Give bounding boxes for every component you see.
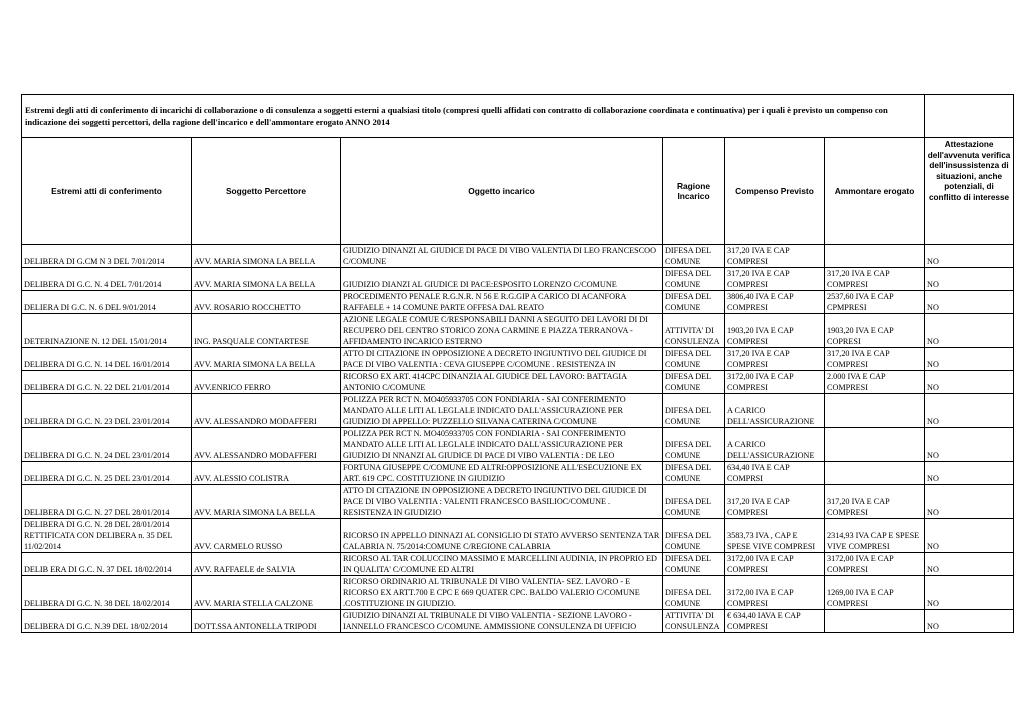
cell-attestazione: NO <box>925 519 1014 553</box>
cell-oggetto: RICORSO AL TAR COLUCCINO MASSIMO E MARCELLINI AUDINIA, IN PROPRIO ED IN QUALITA' C/COMUNE ED ALTRI <box>341 553 663 576</box>
cell-oggetto: PROCEDIMENTO PENALE R.G.N.R. N 56 E R.G.GIP A CARICO DI ACANFORA RAFFAELE + 14 COMUNE PARTE OFFESA DAL REATO <box>341 291 663 314</box>
cell-soggetto: AVV. ALESSANDRO MODAFFERI <box>192 394 341 428</box>
cell-compenso: 317,20 IVA E CAP COMPRESI <box>725 245 825 268</box>
table-row <box>22 268 1014 291</box>
header-compenso: Compenso Previsto <box>725 138 825 245</box>
cell-estremi: DELIBERA DI G.C. N.39 DEL 18/02/2014 <box>22 610 192 633</box>
cell-soggetto: AVV. CARMELO RUSSO <box>192 519 341 553</box>
cell-attestazione: NO <box>925 371 1014 394</box>
cell-ragione: DIFESA DEL COMUNE <box>663 348 725 371</box>
cell-oggetto: RICORSO ORDINARIO AL TRIBUNALE DI VIBO VALENTIA- SEZ. LAVORO - E RICORSO EX ARTT.700 E CPC E 669 QUATER CPC. BALDO VALERIO C/COMUNE .COSTITUZIONE IN GIUDIZIO. <box>341 576 663 610</box>
cell-ammontare: 1269,00 IVA E CAP COMPRESI <box>825 576 925 610</box>
cell-oggetto: GIUDIZIO DIANZI AL GIUDICE DI PACE:ESPOSITO LORENZO C/COMUNE <box>341 268 663 291</box>
cell-attestazione: NO <box>925 462 1014 485</box>
cell-compenso: € 634,40 IAVA E CAP COMPRESI <box>725 610 825 633</box>
cell-compenso: 317,20 IVA E CAP COMPRESI <box>725 485 825 519</box>
table-row <box>22 291 1014 314</box>
cell-compenso: 3172,00 IVA E CAP COMPRESI <box>725 553 825 576</box>
title-row <box>22 95 1014 138</box>
cell-oggetto: AZIONE LEGALE COMUE C/RESPONSABILI DANNI A SEGUITO DEI LAVORI DI DI RECUPERO DEL CENTRO STORICO ZONA CARMINE E PIAZZA TERRANOVA - AFFIDAMENTO INCARICO ESTERNO <box>341 314 663 348</box>
cell-soggetto: AVV. RAFFAELE de SALVIA <box>192 553 341 576</box>
table-row <box>22 428 1014 462</box>
cell-attestazione: NO <box>925 485 1014 519</box>
cell-oggetto: ATTO DI CITAZIONE IN OPPOSIZIONE A DECRETO INGIUNTIVO DEL GIUDICE DI PACE DI VIBO VALENTIA : VALENTI FRANCESCO BASILIOC/COMUNE . RESISTENZA IN GIUDIZIO <box>341 485 663 519</box>
header-ragione: Ragione Incarico <box>663 138 725 245</box>
cell-attestazione: NO <box>925 553 1014 576</box>
cell-compenso: 317,20 IVA E CAP COMPRESI <box>725 268 825 291</box>
header-row <box>22 138 1014 245</box>
cell-ragione: ATTIVITA' DI CONSULENZA <box>663 314 725 348</box>
cell-estremi: DETERINAZIONE N. 12 DEL 15/01/2014 <box>22 314 192 348</box>
cell-oggetto: RICORSO IN APPELLO DINNAZI AL CONSIGLIO DI STATO AVVERSO SENTENZA TAR CALABRIA N. 75/2014:COMUNE C/REGIONE CALABRIA <box>341 519 663 553</box>
cell-estremi: DELIBERA DI G.CM N 3 DEL 7/01/2014 <box>22 245 192 268</box>
cell-ragione: DIFESA DEL COMUNE <box>663 462 725 485</box>
cell-ammontare <box>825 462 925 485</box>
cell-oggetto: POLIZZA PER RCT N. MO405933705 CON FONDIARIA - SAI CONFERIMENTO MANDATO ALLE LITI AL LEGLALE INDICATO DALL'ASSICURAZIONE PER GIUDIZIO DI APPELLO: PUZZELLO SILVANA CATERINA C/COMUNE <box>341 394 663 428</box>
table-row <box>22 348 1014 371</box>
cell-ammontare <box>825 245 925 268</box>
table-row <box>22 610 1014 633</box>
cell-oggetto: ATTO DI CITAZIONE IN OPPOSIZIONE A DECRETO INGIUNTIVO DEL GIUDICE DI PACE DI VIBO VALENTIA : CEVA GIUSEPPE C/COMUNE . RESISTENZA IN <box>341 348 663 371</box>
cell-attestazione: NO <box>925 268 1014 291</box>
cell-estremi: DELIB ERA DI G.C. N. 37 DEL 18/02/2014 <box>22 553 192 576</box>
header-attestazione: Attestazione dell'avvenuta verifica dell'insussistenza di situazioni, anche potenziali, di conflitto di interesse <box>925 138 1014 245</box>
cell-compenso: 1903,20 IVA E CAP COMPRESI <box>725 314 825 348</box>
cell-ragione: DIFESA DEL COMUNE <box>663 519 725 553</box>
cell-ammontare: 2537,60 IVA E CAP CPMPRESI <box>825 291 925 314</box>
cell-oggetto: GIUDIZIO DINANZI AL GIUDICE DI PACE DI VIBO VALENTIA DI LEO FRANCESCOO C/COMUNE <box>341 245 663 268</box>
table-row <box>22 576 1014 610</box>
table-row <box>22 462 1014 485</box>
cell-estremi: DELIERA DI G.C. N. 6 DEL 9/01/2014 <box>22 291 192 314</box>
cell-compenso: 3806,40 IVA E CAP COMPRESI <box>725 291 825 314</box>
cell-estremi: DELIBERA DI G.C. N. 38 DEL 18/02/2014 <box>22 576 192 610</box>
cell-compenso: 317,20 IVA E CAP COMPRESI <box>725 348 825 371</box>
cell-attestazione: NO <box>925 610 1014 633</box>
header-estremi: Estremi atti di conferimento <box>22 138 192 245</box>
cell-soggetto: AVV. ALESSIO COLISTRA <box>192 462 341 485</box>
cell-ammontare: 317,20 IVA E CAP COMPRESI <box>825 485 925 519</box>
cell-estremi: DELIBERA DI G.C. N. 14 DEL 16/01/2014 <box>22 348 192 371</box>
cell-ragione: DIFESA DEL COMUNE <box>663 485 725 519</box>
cell-estremi: DELIBERA DI G.C. N. 22 DEL 21/01/2014 <box>22 371 192 394</box>
cell-compenso: A CARICO DELL'ASSICURAZIONE <box>725 394 825 428</box>
header-soggetto: Soggetto Percettore <box>192 138 341 245</box>
cell-attestazione: NO <box>925 428 1014 462</box>
cell-ragione: DIFESA DEL COMUNE <box>663 245 725 268</box>
cell-compenso: 3172,00 IVA E CAP COMPRESI <box>725 576 825 610</box>
header-ammontare: Ammontare erogato <box>825 138 925 245</box>
cell-estremi: DELIBERA DI G.C. N. 25 DEL 23/01/2014 <box>22 462 192 485</box>
cell-attestazione: NO <box>925 291 1014 314</box>
table-row <box>22 485 1014 519</box>
cell-soggetto: AVV. MARIA SIMONA LA BELLA <box>192 268 341 291</box>
cell-oggetto: FORTUNA GIUSEPPE C/COMUNE ED ALTRI:OPPOSIZIONE ALL'ESECUZIONE EX ART. 619 CPC. COSTITUZIONE IN GIUDIZIO <box>341 462 663 485</box>
cell-soggetto: AVV. MARIA SIMONA LA BELLA <box>192 348 341 371</box>
cell-estremi: DELIBERA DI G.C. N. 24 DEL 23/01/2014 <box>22 428 192 462</box>
title-row-blank-cell <box>925 95 1014 138</box>
cell-soggetto: AVV. MARIA SIMONA LA BELLA <box>192 245 341 268</box>
cell-soggetto: AVV. MARIA SIMONA LA BELLA <box>192 485 341 519</box>
cell-ammontare: 317,20 IVA E CAP COMPRESI <box>825 348 925 371</box>
cell-ammontare: 1903,20 IVA E CAP COPRESI <box>825 314 925 348</box>
cell-ragione: DIFESA DEL COMUNE <box>663 291 725 314</box>
table-row <box>22 314 1014 348</box>
cell-estremi: DELIBERA DI G.C. N. 4 DEL 7/01/2014 <box>22 268 192 291</box>
cell-ragione: DIFESA DEL COMUNE <box>663 394 725 428</box>
cell-estremi: DELIBERA DI G.C. N. 23 DEL 23/01/2014 <box>22 394 192 428</box>
table-row <box>22 519 1014 553</box>
cell-oggetto: GIUDIZIO DINANZI AL TRIBUNALE DI VIBO VALENTIA - SEZIONE LAVORO - IANNELLO FRANCESCO C/COMUNE. AMMISSIONE CONSULENZA DI UFFICIO <box>341 610 663 633</box>
header-oggetto: Oggetto incarico <box>341 138 663 245</box>
cell-attestazione: NO <box>925 394 1014 428</box>
cell-ammontare: 2314,93 IVA CAP E SPESE VIVE COMPRESI <box>825 519 925 553</box>
cell-ammontare: 3172,00 IVA E CAP COMPRESI <box>825 553 925 576</box>
cell-ragione: DIFESA DEL COMUNE <box>663 576 725 610</box>
cell-ragione: DIFESA DEL COMUNE <box>663 553 725 576</box>
table-row <box>22 553 1014 576</box>
cell-oggetto: POLIZZA PER RCT N. MO405933705 CON FONDIARIA - SAI CONFERIMENTO MANDATO ALLE LITI AL LEGLALE INDICATO DALL'ASSICURAZIONE PER GIUDIZIO DI NNANZI AL GIUDICE DI PACE DI VIBO VALENTIA : DE LEO <box>341 428 663 462</box>
cell-soggetto: ING. PASQUALE CONTARTESE <box>192 314 341 348</box>
table-row <box>22 245 1014 268</box>
cell-ammontare: 317,20 IVA E CAP COMPRESI <box>825 268 925 291</box>
cell-soggetto: DOTT.SSA ANTONELLA TRIPODI <box>192 610 341 633</box>
incarichi-table <box>21 94 1014 633</box>
cell-soggetto: AVV. ROSARIO ROCCHETTO <box>192 291 341 314</box>
cell-ragione: DIFESA DEL COMUNE <box>663 371 725 394</box>
cell-estremi: DELIBERA DI G.C. N. 28 DEL 28/01/2014 RETTIFICATA CON DELIBERA n. 35 DEL 11/02/2014 <box>22 519 192 553</box>
cell-ammontare <box>825 394 925 428</box>
table-body <box>22 245 1014 633</box>
cell-ragione: ATTIVITA' DI CONSULENZA <box>663 610 725 633</box>
cell-soggetto: AVV. MARIA STELLA CALZONE <box>192 576 341 610</box>
table-row <box>22 394 1014 428</box>
cell-ragione: DIFESA DEL COMUNE <box>663 268 725 291</box>
cell-attestazione: NO <box>925 576 1014 610</box>
cell-soggetto: AVV. ALESSANDRO MODAFFERI <box>192 428 341 462</box>
cell-ammontare <box>825 610 925 633</box>
cell-compenso: 3172,00 IVA E CAP COMPRESI <box>725 371 825 394</box>
cell-soggetto: AVV.ENRICO FERRO <box>192 371 341 394</box>
cell-attestazione: NO <box>925 314 1014 348</box>
cell-compenso: 634,40 IVA E CAP COMPRSI <box>725 462 825 485</box>
cell-compenso: 3583,73 IVA , CAP E SPESE VIVE COMPRESI <box>725 519 825 553</box>
cell-ammontare: 2.000 IVA E CAP COMPRESI <box>825 371 925 394</box>
cell-compenso: A CARICO DELL'ASSICURAZIONE <box>725 428 825 462</box>
table-row <box>22 371 1014 394</box>
document-title: Estremi degli atti di conferimento di incarichi di collaborazione o di consulenza a soggetti esterni a qualsiasi titolo (compresi quelli affidati con contratto di collaborazione coordinata e continuativa) per i quali è previsto un compenso con indicazione dei soggetti percettori, della ragione dell'incarico e dell'ammontare erogato ANNO 2014 <box>22 95 925 138</box>
cell-attestazione: NO <box>925 245 1014 268</box>
cell-ammontare <box>825 428 925 462</box>
cell-ragione: DIFESA DEL COMUNE <box>663 428 725 462</box>
cell-estremi: DELIBERA DI G.C. N. 27 DEL 28/01/2014 <box>22 485 192 519</box>
cell-attestazione: NO <box>925 348 1014 371</box>
cell-oggetto: RICORSO EX ART. 414CPC DINANZIA AL GIUDICE DEL LAVORO: BATTAGIA ANTONIO C/COMUNE <box>341 371 663 394</box>
